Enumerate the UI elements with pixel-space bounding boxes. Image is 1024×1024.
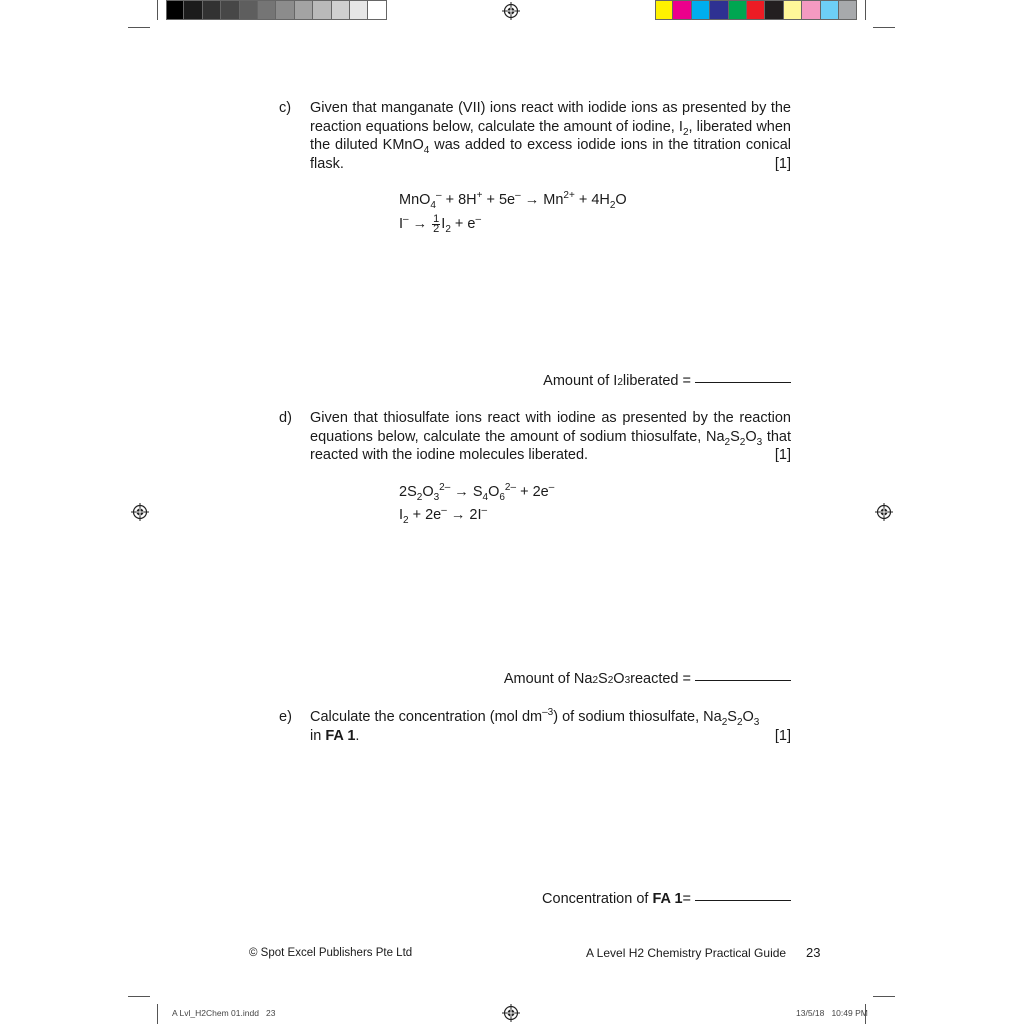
process-color-swatch [747,0,765,20]
answer-blank[interactable] [695,900,791,901]
grayscale-swatch [350,0,368,20]
answer-line-iodine: Amount of I 2 liberated = [543,373,791,389]
question-label: c) [279,100,292,116]
process-color-swatch [710,0,728,20]
crop-mark-top-left-v [157,0,158,20]
page-number: 23 [806,945,821,960]
process-color-swatch [821,0,839,20]
crop-mark-top-right-h [873,27,895,28]
marks: [1] [774,727,791,744]
grayscale-swatch [221,0,239,20]
process-color-swatch [802,0,820,20]
grayscale-swatch [368,0,386,20]
question-text: Calculate the concentration (mol $dm^{-3}$) of sodium thiosulfate, $Na_2S_2O_3$ in FA 1. [1] [310,707,791,744]
registration-mark-icon [502,1004,520,1022]
process-color-swatch [765,0,783,20]
answer-blank[interactable] [695,382,791,383]
registration-mark-icon [875,503,893,521]
grayscale-swatch [203,0,221,20]
copyright-text: © Spot Excel Publishers Pte Ltd [249,947,413,959]
registration-mark-icon [131,503,149,521]
process-color-swatch [673,0,691,20]
fraction-half: $\frac{1}{2}$ [433,212,440,235]
crop-mark-top-right-v [865,0,866,20]
registration-mark-icon [502,2,520,20]
grayscale-swatch [332,0,350,20]
question-text: Given that thiosulfate ions react with iodine as presented by the reaction equations below, calculate the amount of sodium thiosulfate, $Na_2S_2O_3$ that reacted with the iodine molecules liberated. [1] [310,410,791,464]
answer-line-thiosulfate: Amount of Na 2 S 2 O 3 reacted = [504,671,791,687]
grayscale-swatch [240,0,258,20]
grayscale-swatch [184,0,202,20]
question-label: e) [279,709,292,725]
book-title: A Level H2 Chemistry Practical Guide [586,946,787,960]
grayscale-swatch [276,0,294,20]
marks: [1] [774,447,791,464]
slug-filename: A Lvl_H2Chem 01.indd 23 [172,1008,276,1018]
grayscale-color-bar [166,0,387,20]
slug-timestamp: 13/5/18 10:49 PM [796,1008,868,1018]
grayscale-swatch [258,0,276,20]
answer-line-concentration: Concentration of FA 1 = [542,891,791,907]
crop-mark-bottom-right-h [873,996,895,997]
answer-blank[interactable] [695,680,791,681]
process-color-swatch [784,0,802,20]
process-color-swatch [692,0,710,20]
process-color-swatch [655,0,673,20]
equation-permanganate: $MnO_4^- + 8H^+ + 5e^- \to Mn^{2+} + 4H_2O$ [399,190,627,211]
question-text: Given that manganate (VII) ions react with iodide ions as presented by the reaction equations below, calculate the amount of iodine, $I_2$, liberated when the diluted KMnO$_4$ was added to excess iodide ions in the titration conical flask. [1] [310,100,791,173]
process-color-swatch [839,0,857,20]
equation-thiosulfate: $2S_2O_3^{2-} \to S_4O_6^{2-} + 2e^-$ [399,482,555,503]
process-color-bar [655,0,857,20]
question-label: d) [279,410,292,426]
question-c [279,99,791,174]
grayscale-swatch [166,0,184,20]
equation-iodide: I– → $\frac{1}{2}$ $I_2 + e^-$ [399,212,482,235]
question-e [279,708,791,745]
crop-mark-top-left-h [128,27,150,28]
process-color-swatch [729,0,747,20]
question-d [279,409,791,465]
grayscale-swatch [295,0,313,20]
marks: [1] [774,156,791,173]
equation-iodine-reduction: $I_2 + 2e^- \to 2I^-$ [399,505,488,526]
crop-mark-bottom-left-h [128,996,150,997]
grayscale-swatch [313,0,331,20]
crop-mark-bottom-left-v [157,1004,158,1024]
